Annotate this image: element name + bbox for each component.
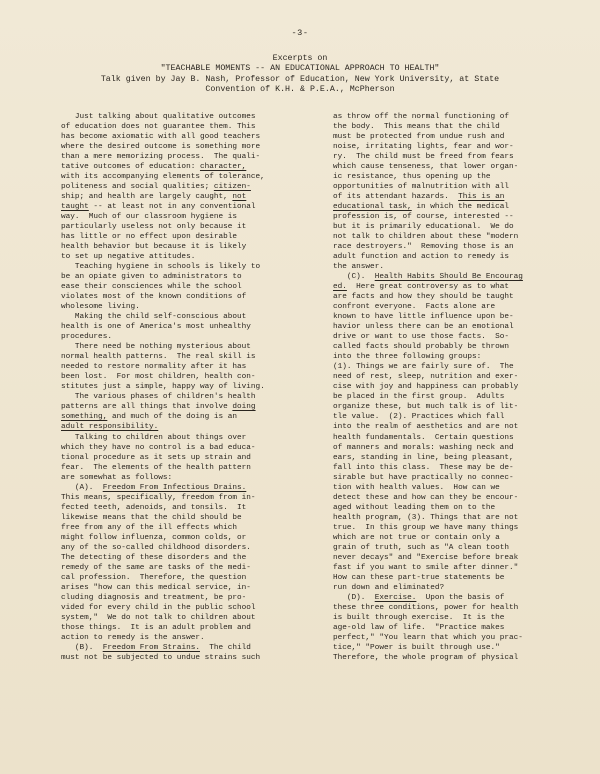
text-line: way. Much of our classroom hygiene is — [61, 213, 238, 222]
text-line: ed. Here great controversy as to what — [333, 283, 510, 292]
header-line-speaker: Talk given by Jay B. Nash, Professor of Education, New York University, at State — [100, 74, 500, 84]
text-line: tion with health values. How can we — [333, 483, 500, 492]
text-line: stitutes just a simple, happy way of living. — [61, 383, 265, 392]
text-line: aged without leading them on to the — [333, 503, 496, 512]
text-line: known to have little influence upon be- — [333, 313, 514, 322]
text-line: procedures. — [61, 333, 112, 342]
text-line: ears, standing in line, being pleasant, — [333, 453, 514, 462]
right-text-column — [333, 112, 585, 663]
text-line: profession is, of course, interested -- — [333, 213, 514, 222]
text-line: race destroyers." Removing those is an — [333, 243, 514, 252]
article-header — [0, 54, 600, 95]
text-line: into the three following groups: — [333, 353, 482, 362]
text-line: cluding diagnosis and treatment, be pro- — [61, 593, 247, 602]
text-line: remedy of the same are tasks of the medi- — [61, 563, 251, 572]
text-line: something, and much of the doing is an — [61, 413, 238, 422]
text-line: the answer. — [333, 263, 384, 272]
text-line: needed to restore normality after it has — [61, 363, 247, 372]
text-line: any of the so-called childhood disorders. — [61, 543, 251, 552]
text-line: than a mere memorizing process. The quali- — [61, 153, 261, 162]
text-line: action to remedy is the answer. — [61, 633, 205, 642]
text-line: confront everyone. Facts alone are — [333, 303, 496, 312]
text-line: violates most of the known conditions of — [61, 293, 247, 302]
text-line: must be protected from undue rush and — [333, 133, 505, 142]
text-line: those things. It is an adult problem and — [61, 623, 251, 632]
header-line-excerpts: Excerpts on — [272, 54, 328, 63]
text-line: true. In this group we have many things — [333, 523, 519, 532]
text-line: must not be subjected to undue strains such — [61, 653, 261, 662]
text-line: into the realm of aesthetics and are not — [333, 423, 519, 432]
text-line: (D). Exercise. Upon the basis of — [333, 593, 505, 602]
text-line: normal health patterns. The real skill is — [61, 353, 256, 362]
text-line: fected teeth, adenoids, and tonsils. It — [61, 503, 247, 512]
text-line: Making the child self-conscious about — [61, 313, 247, 322]
text-line: particularly useless not only because it — [61, 223, 247, 232]
text-line: The detecting of these disorders and the — [61, 553, 247, 562]
header-line-title: "TEACHABLE MOMENTS -- AN EDUCATIONAL APPROACH TO HEALTH" — [160, 64, 440, 74]
text-line: the body. This means that the child — [333, 123, 500, 132]
text-line: age-old law of life. "Practice makes — [333, 623, 505, 632]
text-line: (C). Health Habits Should Be Encourag — [333, 273, 523, 282]
text-line: but it is primarily educational. We do — [333, 223, 514, 232]
text-line: to set up negative attitudes. — [61, 253, 196, 262]
text-line: (B). Freedom From Strains. The child — [61, 643, 251, 652]
text-line: health program, (3). Things that are not — [333, 513, 519, 522]
left-text-column — [61, 112, 316, 663]
text-line: tle value. (2). Practices which fall — [333, 413, 505, 422]
text-line: cal profession. Therefore, the question — [61, 573, 247, 582]
text-line: of education does not guarantee them. This — [61, 123, 256, 132]
text-line: sirable but have practically no connec- — [333, 473, 514, 482]
text-line: ry. The child must be freed from fears — [333, 153, 514, 162]
text-line: fast if you want to smile after dinner." — [333, 563, 519, 572]
text-line: (1). Things we are fairly sure of. The — [333, 363, 514, 372]
text-line: which they have no control is a bad educa- — [61, 443, 256, 452]
text-line: tative outcomes of education: character, — [61, 163, 247, 172]
text-line: arises "how can this medical service, in- — [61, 583, 251, 592]
text-line: tice," "Power is built through use." — [333, 643, 500, 652]
text-line: Therefore, the whole program of physical — [333, 653, 519, 662]
text-line: (A). Freedom From Infectious Drains. — [61, 483, 247, 492]
text-line: likewise means that the child should be — [61, 513, 242, 522]
text-line: which are not true or contain only a — [333, 533, 500, 542]
text-line: free from any of the ill effects which — [61, 523, 238, 532]
text-line: drive or want to use those facts. So- — [333, 333, 510, 342]
text-line: Teaching hygiene in schools is likely to — [61, 263, 261, 272]
text-line: noise, irritating lights, fear and wor- — [333, 143, 514, 152]
text-line: called facts should probably be thrown — [333, 343, 510, 352]
text-line: be an opiate given to administrators to — [61, 273, 242, 282]
text-line: are somewhat as follows: — [61, 473, 173, 482]
text-line: fall into this class. These may be de- — [333, 463, 514, 472]
text-line: is built through exercise. It is the — [333, 613, 505, 622]
text-line: of its attendant hazards. This is an — [333, 193, 505, 202]
text-line: health fundamentals. Certain questions — [333, 433, 514, 442]
text-line: The various phases of children's health — [61, 393, 256, 402]
text-line: which cause tenseness, that lower organ- — [333, 163, 519, 172]
text-line: these three conditions, power for health — [333, 603, 519, 612]
text-line: has become axiomatic with all good teachers — [61, 133, 261, 142]
page-number: -3- — [291, 28, 309, 38]
text-line: not talk to children about these "modern — [333, 233, 519, 242]
text-line: with its accompanying elements of tolerance, — [61, 173, 265, 182]
text-line: ease their consciences while the school — [61, 283, 242, 292]
text-line: might follow influenza, common colds, or — [61, 533, 247, 542]
text-line: system," We do not talk to children about — [61, 613, 256, 622]
text-line: are facts and how they should be taught — [333, 293, 514, 302]
text-line: adult function and action to remedy is — [333, 253, 510, 262]
text-line: grain of truth, such as "A clean tooth — [333, 543, 510, 552]
text-line: havior unless there can be an emotional — [333, 323, 514, 332]
text-line: health behavior but because it is likely — [61, 243, 247, 252]
text-line: patterns are all things that involve doing — [61, 403, 256, 412]
text-line: This means, specifically, freedom from in- — [61, 493, 256, 502]
text-line: wholesome living. — [61, 303, 140, 312]
header-line-venue: Convention of K.H. & P.E.A., McPherson — [205, 84, 395, 94]
text-line: Just talking about qualitative outcomes — [61, 113, 256, 121]
text-line: has little or no effect upon desirable — [61, 233, 238, 242]
text-line: cise with joy and happiness can probably — [333, 383, 519, 392]
text-line: How can these part-true statements be — [333, 573, 505, 582]
text-line: as throw off the normal functioning of — [333, 113, 510, 121]
text-line: of manners and morals: washing neck and — [333, 443, 514, 452]
text-line: detect these and how can they be encour- — [333, 493, 519, 502]
text-line: Talking to children about things over — [61, 433, 247, 442]
text-line: opportunities of malnutrition with all — [333, 183, 510, 192]
text-line: educational task, in which the medical — [333, 203, 510, 212]
text-line: been lost. For most children, health con- — [61, 373, 256, 382]
text-line: never decays" and "Exercise before break — [333, 553, 519, 562]
text-line: perfect," "You learn that which you prac- — [333, 633, 523, 642]
text-line: need of rest, sleep, nutrition and exer- — [333, 373, 519, 382]
text-line: where the desired outcome is something more — [61, 143, 261, 152]
text-line: vided for every child in the public school — [61, 603, 256, 612]
text-line: health is one of America's most unhealthy — [61, 323, 251, 332]
text-line: ic resistance, thus opening up the — [333, 173, 491, 182]
text-line: fear. The elements of the health pattern — [61, 463, 251, 472]
text-line: ship; and health are largely caught, not — [61, 193, 247, 202]
text-line: adult responsibility. — [61, 423, 159, 432]
text-line: tional procedure as it sets up strain and — [61, 453, 251, 462]
text-line: taught -- at least not in any conventional — [61, 203, 256, 212]
text-line: organize these, but much talk is of lit- — [333, 403, 519, 412]
text-line: There need be nothing mysterious about — [61, 343, 251, 352]
text-line: politeness and social qualities; citizen- — [61, 183, 251, 192]
text-line: be placed in the first group. Adults — [333, 393, 505, 402]
text-line: run down and eliminated? — [333, 583, 445, 592]
